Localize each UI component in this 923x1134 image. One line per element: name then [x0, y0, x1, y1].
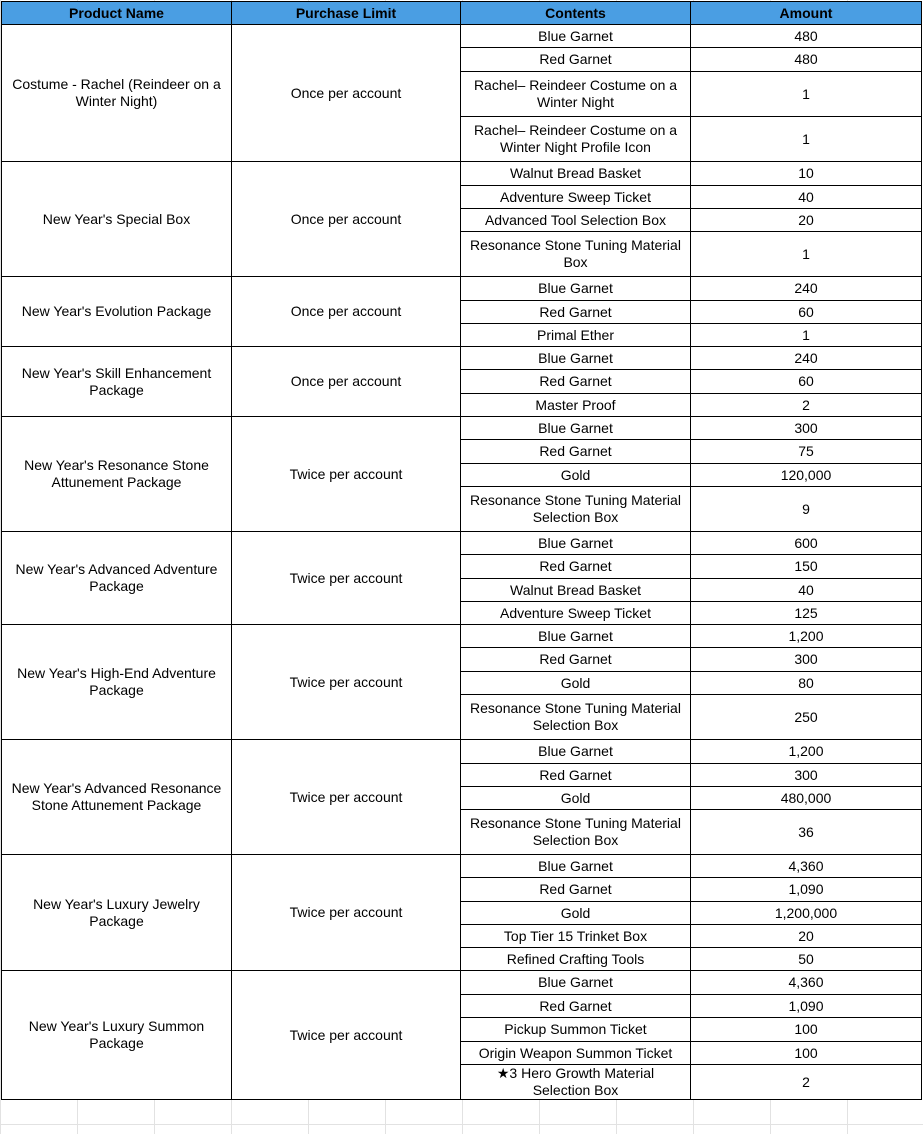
- content-cell: Rachel– Reindeer Costume on a Winter Night Profile Icon: [461, 117, 691, 162]
- amount-cell: 1,090: [691, 995, 922, 1018]
- amount-cell: 1: [691, 72, 922, 117]
- amount-cell: 480: [691, 48, 922, 72]
- content-cell: ★3 Hero Growth Material Selection Box: [461, 1065, 691, 1100]
- content-cell: Walnut Bread Basket: [461, 162, 691, 186]
- content-cell: Blue Garnet: [461, 417, 691, 440]
- amount-cell: 80: [691, 672, 922, 695]
- header-row: [2, 2, 922, 25]
- content-cell: Blue Garnet: [461, 625, 691, 648]
- content-cell: Blue Garnet: [461, 347, 691, 370]
- content-cell: Red Garnet: [461, 440, 691, 464]
- amount-cell: 100: [691, 1018, 922, 1042]
- content-cell: Origin Weapon Summon Ticket: [461, 1042, 691, 1065]
- amount-cell: 4,360: [691, 855, 922, 878]
- product-name-cell: New Year's Special Box: [2, 162, 232, 277]
- content-cell: Red Garnet: [461, 555, 691, 579]
- purchase-limit-cell: Once per account: [232, 25, 461, 162]
- amount-cell: 1,200,000: [691, 902, 922, 925]
- table-row: [2, 855, 922, 878]
- product-name-cell: New Year's Resonance Stone Attunement Package: [2, 417, 232, 532]
- amount-cell: 240: [691, 347, 922, 370]
- product-name-cell: Costume - Rachel (Reindeer on a Winter Night): [2, 25, 232, 162]
- table-body: [2, 25, 922, 1100]
- amount-cell: 10: [691, 162, 922, 186]
- amount-cell: 100: [691, 1042, 922, 1065]
- amount-cell: 60: [691, 301, 922, 324]
- content-cell: Gold: [461, 672, 691, 695]
- content-cell: Red Garnet: [461, 995, 691, 1018]
- purchase-limit-cell: Twice per account: [232, 625, 461, 740]
- content-cell: Master Proof: [461, 394, 691, 417]
- content-cell: Resonance Stone Tuning Material Selection Box: [461, 810, 691, 855]
- content-cell: Gold: [461, 464, 691, 487]
- content-cell: Blue Garnet: [461, 532, 691, 555]
- purchase-limit-cell: Twice per account: [232, 417, 461, 532]
- amount-cell: 2: [691, 1065, 922, 1100]
- product-name-cell: New Year's Luxury Jewelry Package: [2, 855, 232, 971]
- amount-cell: 300: [691, 417, 922, 440]
- amount-cell: 600: [691, 532, 922, 555]
- amount-cell: 60: [691, 370, 922, 394]
- amount-cell: 75: [691, 440, 922, 464]
- content-cell: Blue Garnet: [461, 855, 691, 878]
- product-name-cell: New Year's Advanced Adventure Package: [2, 532, 232, 625]
- content-cell: Adventure Sweep Ticket: [461, 602, 691, 625]
- amount-cell: 1: [691, 324, 922, 347]
- amount-cell: 36: [691, 810, 922, 855]
- content-cell: Resonance Stone Tuning Material Selection Box: [461, 487, 691, 532]
- content-cell: Walnut Bread Basket: [461, 579, 691, 602]
- amount-cell: 120,000: [691, 464, 922, 487]
- content-cell: Refined Crafting Tools: [461, 948, 691, 971]
- amount-cell: 1: [691, 232, 922, 277]
- product-name-cell: New Year's Evolution Package: [2, 277, 232, 347]
- content-cell: Red Garnet: [461, 48, 691, 72]
- purchase-limit-cell: Twice per account: [232, 532, 461, 625]
- amount-cell: 9: [691, 487, 922, 532]
- content-cell: Resonance Stone Tuning Material Box: [461, 232, 691, 277]
- amount-cell: 20: [691, 925, 922, 948]
- amount-cell: 1,200: [691, 625, 922, 648]
- amount-cell: 125: [691, 602, 922, 625]
- content-cell: Blue Garnet: [461, 277, 691, 301]
- content-cell: Rachel– Reindeer Costume on a Winter Night: [461, 72, 691, 117]
- amount-cell: 1: [691, 117, 922, 162]
- amount-cell: 300: [691, 764, 922, 787]
- product-name-cell: New Year's Advanced Resonance Stone Attunement Package: [2, 740, 232, 855]
- content-cell: Red Garnet: [461, 764, 691, 787]
- product-name-cell: New Year's High-End Adventure Package: [2, 625, 232, 740]
- purchase-limit-cell: Twice per account: [232, 855, 461, 971]
- table-row: [2, 532, 922, 555]
- content-cell: Adventure Sweep Ticket: [461, 186, 691, 209]
- amount-cell: 250: [691, 695, 922, 740]
- amount-cell: 4,360: [691, 971, 922, 995]
- content-cell: Blue Garnet: [461, 971, 691, 995]
- amount-cell: 300: [691, 648, 922, 672]
- amount-cell: 1,200: [691, 740, 922, 764]
- table-row: [2, 162, 922, 186]
- product-name-cell: New Year's Skill Enhancement Package: [2, 347, 232, 417]
- amount-cell: 480: [691, 25, 922, 48]
- purchase-limit-cell: Once per account: [232, 277, 461, 347]
- table-row: [2, 971, 922, 995]
- amount-cell: 50: [691, 948, 922, 971]
- product-name-cell: New Year's Luxury Summon Package: [2, 971, 232, 1100]
- amount-cell: 1,090: [691, 878, 922, 902]
- header-product-name: Product Name: [2, 2, 232, 25]
- content-cell: Blue Garnet: [461, 740, 691, 764]
- table-header: [2, 2, 922, 25]
- purchase-limit-cell: Twice per account: [232, 971, 461, 1100]
- content-cell: Gold: [461, 787, 691, 810]
- content-cell: Red Garnet: [461, 301, 691, 324]
- content-cell: Blue Garnet: [461, 25, 691, 48]
- amount-cell: 480,000: [691, 787, 922, 810]
- amount-cell: 240: [691, 277, 922, 301]
- amount-cell: 20: [691, 209, 922, 232]
- purchase-limit-cell: Once per account: [232, 347, 461, 417]
- content-cell: Pickup Summon Ticket: [461, 1018, 691, 1042]
- header-amount: Amount: [691, 2, 922, 25]
- content-cell: Gold: [461, 902, 691, 925]
- amount-cell: 150: [691, 555, 922, 579]
- table-row: [2, 740, 922, 764]
- content-cell: Red Garnet: [461, 878, 691, 902]
- content-cell: Red Garnet: [461, 370, 691, 394]
- table-row: [2, 625, 922, 648]
- content-cell: Red Garnet: [461, 648, 691, 672]
- content-cell: Resonance Stone Tuning Material Selection Box: [461, 695, 691, 740]
- amount-cell: 2: [691, 394, 922, 417]
- content-cell: Advanced Tool Selection Box: [461, 209, 691, 232]
- table-row: [2, 347, 922, 370]
- content-cell: Primal Ether: [461, 324, 691, 347]
- table-row: [2, 277, 922, 301]
- table-row: [2, 417, 922, 440]
- header-contents: Contents: [461, 2, 691, 25]
- amount-cell: 40: [691, 186, 922, 209]
- table-row: [2, 25, 922, 48]
- content-cell: Top Tier 15 Trinket Box: [461, 925, 691, 948]
- amount-cell: 40: [691, 579, 922, 602]
- header-purchase-limit: Purchase Limit: [232, 2, 461, 25]
- purchase-limit-cell: Twice per account: [232, 740, 461, 855]
- purchase-limit-cell: Once per account: [232, 162, 461, 277]
- product-table: [1, 1, 922, 1100]
